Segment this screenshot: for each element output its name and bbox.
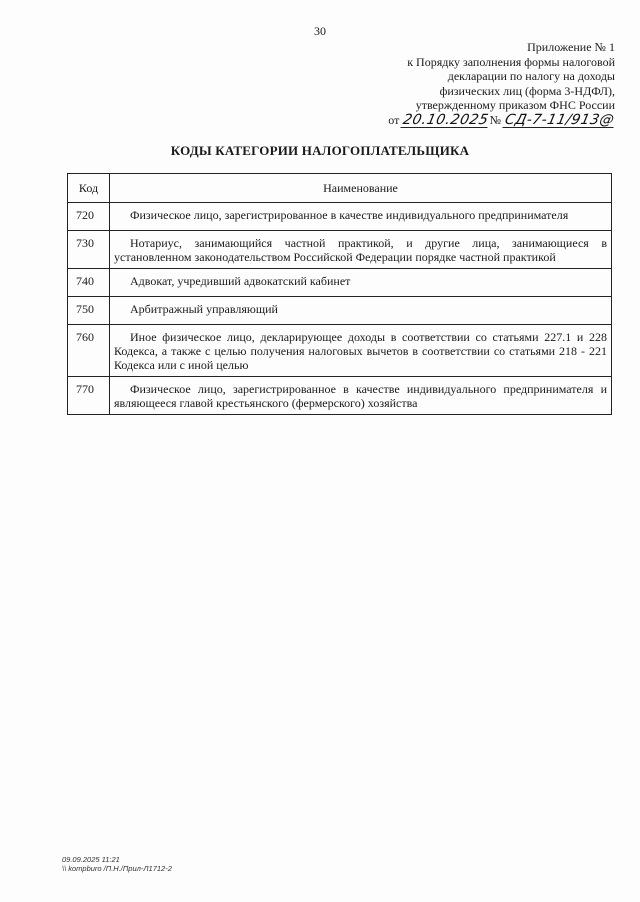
document-title: КОДЫ КАТЕГОРИИ НАЛОГОПЛАТЕЛЬЩИКА [170, 143, 470, 158]
table-row [68, 269, 612, 297]
table-row [68, 203, 612, 231]
appendix-line: декларации по налогу на доходы [447, 69, 615, 83]
category-code: 770 [68, 377, 110, 415]
category-name: Физическое лицо, зарегистрированное в качестве индивидуального предпринимателя и являющееся главой крестьянского (фермерского) хозяйства [110, 377, 612, 415]
column-header-name: Наименование [110, 174, 612, 203]
category-code: 740 [68, 269, 110, 297]
order-number-label: № [489, 112, 502, 127]
order-date-handwritten: 20.10.2025 [401, 111, 491, 128]
category-code: 760 [68, 325, 110, 377]
table-row [68, 325, 612, 377]
table-row [68, 231, 612, 269]
category-name: Арбитражный управляющий [110, 297, 612, 325]
footer-file-path: \\ kompburo /П.Н./Прил-Л1712-2 [62, 864, 172, 873]
appendix-line: физических лиц (форма 3-НДФЛ), [439, 83, 615, 98]
category-name: Иное физическое лицо, декларирующее доходы в соответствии со статьями 227.1 и 228 Кодекса, а также с целью получения налоговых вычетов в соответствии со статьями 218 - 221 Кодекса или с иной целью [110, 325, 612, 377]
category-name: Нотариус, занимающийся частной практикой, и другие лица, занимающиеся в установленном законодательством Российской Федерации порядке частной практикой [110, 231, 612, 269]
table-header-row [68, 174, 612, 203]
category-name: Физическое лицо, зарегистрированное в качестве индивидуального предпринимателя [110, 203, 612, 231]
order-prefix: от [388, 112, 400, 127]
taxpayer-category-table [67, 173, 612, 415]
appendix-header [315, 40, 615, 128]
appendix-line: утвержденному приказом ФНС России [415, 98, 615, 112]
category-code: 750 [68, 297, 110, 325]
order-number-handwritten: СД-7-11/913@ [503, 111, 616, 128]
category-code: 730 [68, 231, 110, 269]
appendix-line: к Порядку заполнения формы налоговой [407, 54, 615, 69]
category-name: Адвокат, учредивший адвокатский кабинет [110, 269, 612, 297]
appendix-line: Приложение № 1 [527, 40, 615, 54]
column-header-code: Код [68, 174, 110, 203]
table-row [68, 297, 612, 325]
document-footer [62, 855, 172, 873]
category-code: 720 [68, 203, 110, 231]
footer-timestamp: 09.09.2025 11:21 [62, 855, 120, 864]
page-number: 30 [314, 24, 326, 38]
order-reference [315, 113, 615, 128]
table-row [68, 377, 612, 415]
